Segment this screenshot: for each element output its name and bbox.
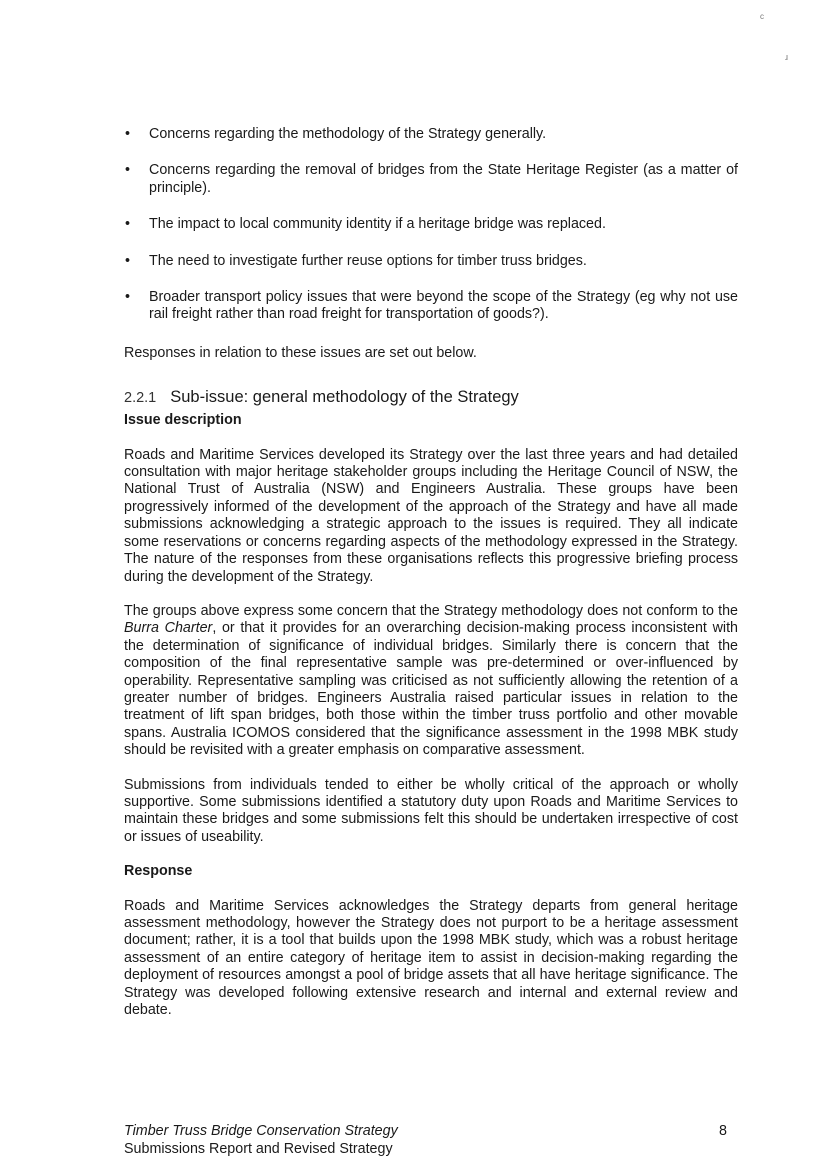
response-paragraph-1: Roads and Maritime Services acknowledges the Strategy departs from general heritage assessment methodology, however the Strategy does not purport to be a heritage assessment document; rather, it is a tool that builds upon the 1998 MBK study, which was a robust heritage assessment of an entire category of heritage item to assist in decision-making regarding the deployment of resources amongst a pool of bridge assets that all have heritage significance. The Strategy was developed following extensive research and internal and external review and debate.	[124, 897, 738, 1019]
bullet-icon: •	[125, 126, 131, 142]
bullet-icon: •	[125, 162, 131, 179]
issue-paragraph-2-end: , or that it provides for an overarching decision-making process inconsistent with the determination of significance of individual bridges. Similarly there is concern that the composition of the final representative sample was pre-determined or over-influenced by operability. Representative sampling was criticised as not sufficiently allowing the retention of a greater number of bridges. Engineers Australia raised particular issues in relation to the treatment of lift span bridges, both those within the timber truss portfolio and other movable spans. Australia ICOMOS considered that the significance assessment in the 1998 MBK study should be revisited with a greater emphasis on comparative assessment.	[124, 620, 738, 759]
intro-paragraph: Responses in relation to these issues are set out below.	[124, 344, 477, 361]
list-item	[124, 216, 738, 233]
page-body	[124, 126, 738, 1019]
section-title: Sub-issue: general methodology of the Strategy	[170, 388, 519, 407]
issue-paragraph-3: Submissions from individuals tended to either be wholly critical of the approach or wholly supportive. Some submissions identified a statutory duty upon Roads and Maritime Services to maintain these bridges and some submissions felt this should be undertaken irrespective of cost or issues of useability.	[124, 776, 738, 845]
bullet-icon: •	[125, 252, 131, 269]
burra-charter-citation: Burra Charter	[124, 620, 213, 637]
section-number: 2.2.1	[124, 390, 157, 407]
list-item	[124, 289, 738, 324]
issue-description-heading: Issue description	[124, 412, 242, 429]
response-heading: Response	[124, 863, 193, 880]
bullet-icon: •	[125, 216, 131, 233]
section-heading	[124, 387, 738, 408]
list-item	[124, 253, 738, 270]
list-item-text: Broader transport policy issues that were beyond the scope of the Strategy (eg why not use rail freight rather than road freight for transportation of goods?).	[149, 289, 738, 323]
list-item	[124, 126, 738, 143]
scan-mark: ɹ	[785, 52, 788, 62]
list-item-text: Concerns regarding the removal of bridges from the State Heritage Register (as a matter of principle).	[149, 162, 738, 196]
list-item-text: The need to investigate further reuse options for timber truss bridges.	[149, 252, 587, 269]
page-footer	[124, 1122, 727, 1158]
footer-title: Timber Truss Bridge Conservation Strategy	[124, 1123, 398, 1139]
bullet-icon: •	[125, 289, 131, 306]
page-number: 8	[719, 1123, 727, 1139]
list-item-text: The impact to local community identity if a heritage bridge was replaced.	[149, 216, 606, 233]
issue-paragraph-1: Roads and Maritime Services developed its Strategy over the last three years and had detailed consultation with major heritage stakeholder groups including the Heritage Council of NSW, the National Trust of Australia (NSW) and Engineers Australia. These groups have been progressively informed of the development of the approach of the Strategy and have all made submissions acknowledging a strategic approach to the issues is required. They all indicate some reservations or concerns regarding aspects of the methodology expressed in the Strategy. The nature of the responses from these organisations reflects this progressive briefing process during the development of the Strategy.	[124, 446, 738, 585]
list-item	[124, 162, 738, 197]
issue-paragraph-2-start: The groups above express some concern that the Strategy methodology does not conform to the	[124, 602, 738, 619]
concerns-list	[124, 126, 738, 324]
footer-subtitle: Submissions Report and Revised Strategy	[124, 1141, 393, 1157]
list-item-text: Concerns regarding the methodology of the Strategy generally.	[149, 126, 547, 142]
scan-mark: c	[760, 12, 764, 21]
issue-paragraph-2	[124, 603, 738, 760]
